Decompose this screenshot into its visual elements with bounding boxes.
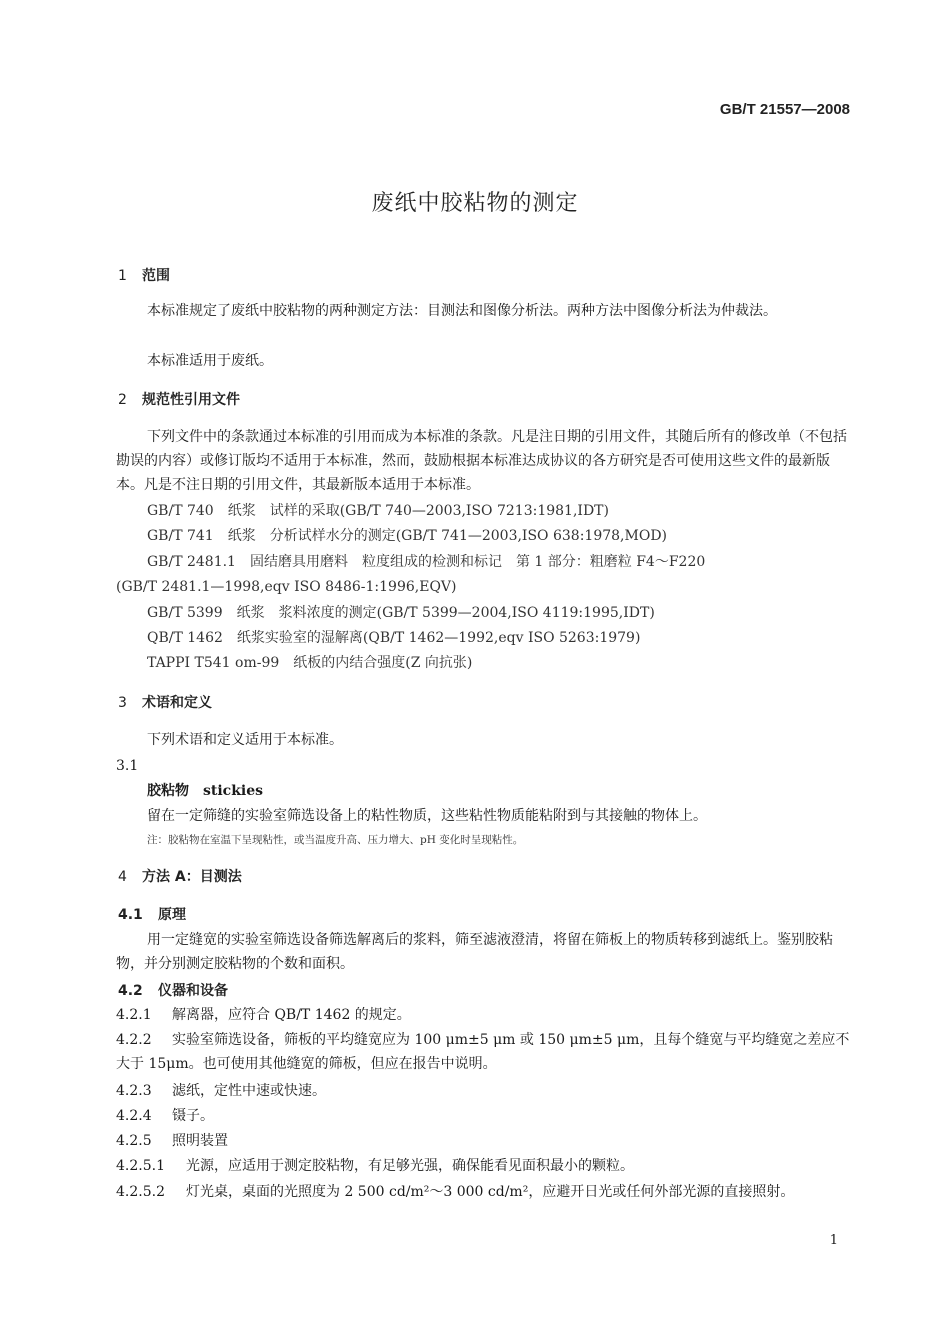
clause-text: 镊子。 (172, 1108, 214, 1124)
clause-item (116, 1028, 850, 1076)
reference-item-continuation: (GB/T 2481.1—1998,eqv ISO 8486-1:1996,EQV) (116, 579, 457, 595)
principle-paragraph: 用一定缝宽的实验室筛选设备筛选解离后的浆料，筛至滤液澄清，将留在筛板上的物质转移到滤纸上。鉴别胶粘物，并分别测定胶粘物的个数和面积。 (116, 932, 833, 972)
clause-number: 4.2.2 (116, 1032, 152, 1048)
reference-item: QB/T 1462 纸浆实验室的湿解离(QB/T 1462—1992,eqv ISO 5263:1979) (147, 630, 641, 646)
clause-text: 光源，应适用于测定胶粘物，有足够光强，确保能看见面积最小的颗粒。 (186, 1158, 634, 1174)
term-entry: 胶粘物 stickies (147, 783, 263, 799)
section-number: 4 (118, 869, 127, 885)
clause-text: 解离器，应符合 QB/T 1462 的规定。 (172, 1007, 411, 1023)
section-2-heading (118, 389, 240, 409)
clause-item (116, 1180, 850, 1204)
section-1-scope-sentence: 本标准适用于废纸。 (147, 353, 273, 369)
section-title: 范围 (142, 268, 170, 284)
subsection-3-1-number: 3.1 (116, 758, 139, 774)
section-number: 2 (118, 392, 127, 408)
clause-text: 灯光桌，桌面的光照度为 2 500 cd/m²～3 000 cd/m²，应避开日光或任何外部光源的直接照射。 (186, 1184, 795, 1200)
subsection-title: 仪器和设备 (158, 983, 228, 999)
section-title: 术语和定义 (142, 695, 212, 711)
term-definition: 留在一定筛缝的实验室筛选设备上的粘性物质，这些粘性物质能粘附到与其接触的物体上。 (147, 808, 707, 824)
section-title: 方法 A：目测法 (142, 869, 242, 885)
reference-item: GB/T 5399 纸浆 浆料浓度的测定(GB/T 5399—2004,ISO 4119:1995,IDT) (147, 605, 655, 621)
clause-number: 4.2.4 (116, 1108, 152, 1124)
subsection-4-2-heading (118, 980, 228, 1000)
section-title: 规范性引用文件 (142, 392, 240, 408)
section-1-paragraph: 本标准规定了废纸中胶粘物的两种测定方法：目测法和图像分析法。两种方法中图像分析法为仲裁法。 (147, 303, 777, 319)
section-number: 1 (118, 268, 127, 284)
subsection-4-1-heading (118, 904, 186, 924)
subsection-title: 原理 (158, 907, 186, 923)
section-4-heading (118, 866, 242, 886)
reference-item: GB/T 740 纸浆 试样的采取(GB/T 740—2003,ISO 7213:1981,IDT) (147, 503, 609, 519)
clause-item (116, 1129, 228, 1153)
clause-number: 4.2.3 (116, 1083, 152, 1099)
section-number: 3 (118, 695, 127, 711)
clause-number: 4.2.5 (116, 1133, 152, 1149)
reference-item: GB/T 741 纸浆 分析试样水分的测定(GB/T 741—2003,ISO 638:1978,MOD) (147, 528, 668, 544)
clause-item (116, 1079, 326, 1103)
subsection-number: 4.1 (118, 907, 143, 923)
standard-code: GB/T 21557—2008 (719, 101, 850, 118)
page-number: 1 (829, 1233, 838, 1248)
term-note: 注：胶粘物在室温下呈现粘性，或当温度升高、压力增大、pH 变化时呈现粘性。 (147, 834, 524, 846)
reference-item: TAPPI T541 om-99 纸板的内结合强度(Z 向抗张) (147, 655, 473, 671)
document-title: 废纸中胶粘物的测定 (371, 191, 579, 216)
clause-number: 4.2.5.2 (116, 1184, 165, 1200)
clause-item (116, 1154, 634, 1178)
section-3-intro: 下列术语和定义适用于本标准。 (147, 732, 343, 748)
clause-number: 4.2.1 (116, 1007, 152, 1023)
section-3-heading (118, 692, 212, 712)
clause-text: 实验室筛选设备，筛板的平均缝宽应为 100 μm±5 μm 或 150 μm±5 μm，且每个缝宽与平均缝宽之差应不大于 15μm。也可使用其他缝宽的筛板，但应在报告中说明。 (116, 1032, 850, 1072)
section-2-paragraph: 下列文件中的条款通过本标准的引用而成为本标准的条款。凡是注日期的引用文件，其随后所有的修改单（不包括勘误的内容）或修订版均不适用于本标准，然而，鼓励根据本标准达成协议的各方研究是否可使用这些文件的最新版本。凡是不注日期的引用文件，其最新版本适用于本标准。 (116, 429, 847, 493)
clause-item (116, 1003, 411, 1027)
reference-item: GB/T 2481.1 固结磨具用磨料 粒度组成的检测和标记 第 1 部分：粗磨粒 F4～F220 (147, 554, 706, 570)
clause-item (116, 1104, 214, 1128)
section-1-heading (118, 265, 170, 285)
clause-text: 照明装置 (172, 1133, 228, 1149)
clause-number: 4.2.5.1 (116, 1158, 165, 1174)
subsection-number: 4.2 (118, 983, 143, 999)
clause-text: 滤纸，定性中速或快速。 (172, 1083, 326, 1099)
